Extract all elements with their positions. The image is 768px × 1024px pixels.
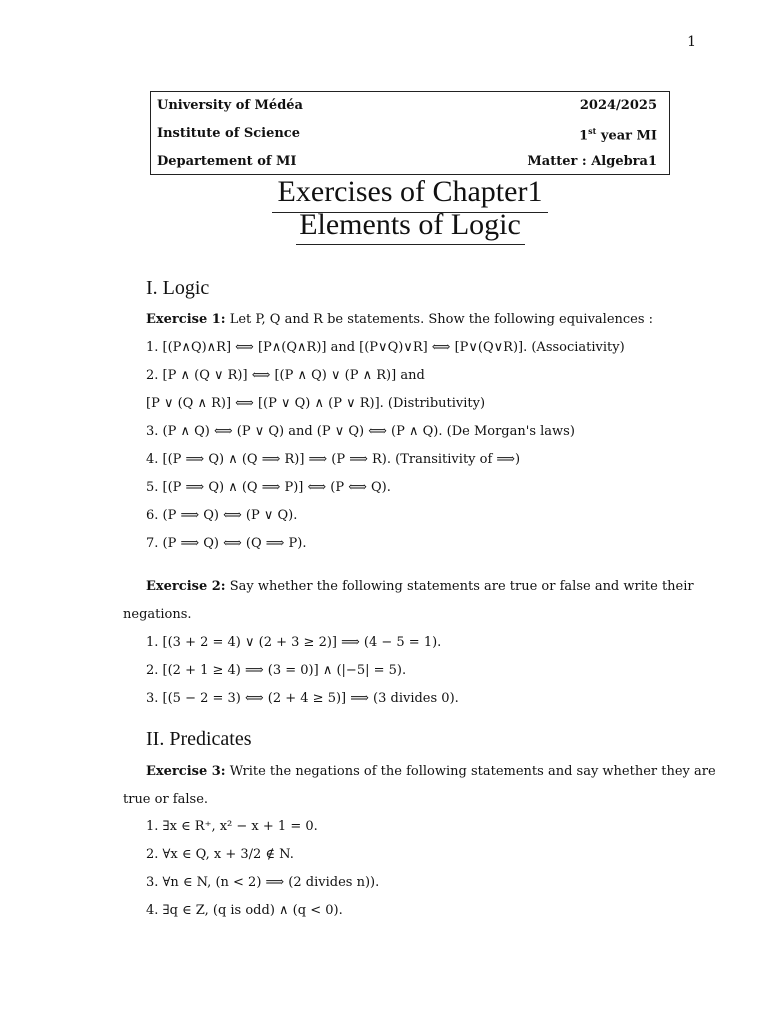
exercise-2-item-3: 3. [(5 − 2 = 3) ⟺ (2 + 4 ≥ 5)] ⟹ (3 divides 0). [146, 691, 459, 706]
header-row-1 [157, 98, 657, 118]
exercise-1-item-5: 5. [(P ⟹ Q) ∧ (Q ⟹ P)] ⟺ (P ⟺ Q). [146, 480, 391, 495]
title-line-2: Elements of Logic [299, 208, 521, 241]
exercise-3-intro [146, 764, 716, 779]
course-header-box [150, 91, 670, 175]
title-underline-2 [296, 244, 525, 245]
exercise-1-item-6: 6. (P ⟹ Q) ⟺ (P ∨ Q). [146, 508, 298, 523]
header-row-2 [157, 126, 657, 146]
university-name: University of Médéa [157, 98, 303, 113]
exercise-3-item-2: 2. ∀x ∈ Q, x + 3/2 ∉ N. [146, 847, 294, 862]
section-heading-predicates: II. Predicates [146, 728, 252, 750]
institute-name: Institute of Science [157, 126, 300, 141]
exercise-1-text: Let P, Q and R be statements. Show the following equivalences : [229, 312, 654, 327]
department-name: Departement of MI [157, 154, 297, 169]
study-level-number: 1 [579, 128, 589, 144]
exercise-3-item-1: 1. ∃x ∈ R⁺, x² − x + 1 = 0. [146, 819, 318, 834]
exercise-1-item-2: 2. [P ∧ (Q ∨ R)] ⟺ [(P ∧ Q) ∨ (P ∧ R)] and [146, 368, 425, 383]
exercise-2-intro [146, 579, 694, 594]
exercise-1-intro [146, 312, 653, 327]
exercise-2-item-2: 2. [(2 + 1 ≥ 4) ⟹ (3 = 0)] ∧ (|−5| = 5). [146, 663, 407, 678]
exercise-1-item-4: 4. [(P ⟹ Q) ∧ (Q ⟹ R)] ⟹ (P ⟹ R). (Transitivity of ⟹) [146, 452, 521, 467]
study-level-rest: year MI [596, 128, 657, 144]
exercise-1-item-1: 1. [(P∧Q)∧R] ⟺ [P∧(Q∧R)] and [(P∨Q)∨R] ⟺ [P∨(Q∨R)]. (Associativity) [146, 340, 625, 355]
matter-name: Matter : Algebra1 [527, 154, 657, 169]
exercise-3-label: Exercise 3: [146, 764, 226, 779]
exercise-2-intro-cont: negations. [123, 607, 192, 622]
academic-year: 2024/2025 [579, 98, 657, 113]
page-number: 1 [687, 34, 696, 50]
exercise-2-label: Exercise 2: [146, 579, 226, 594]
exercise-1-item-2-cont: [P ∨ (Q ∧ R)] ⟺ [(P ∨ Q) ∧ (P ∨ R)]. (Distributivity) [146, 396, 486, 411]
header-row-3 [157, 154, 657, 174]
exercise-3-item-4: 4. ∃q ∈ Z, (q is odd) ∧ (q < 0). [146, 903, 343, 918]
exercise-1-item-3: 3. (P ∧ Q) ⟺ (P ∨ Q) and (P ∨ Q) ⟺ (P ∧ Q). (De Morgan's laws) [146, 424, 575, 439]
exercise-3-text: Write the negations of the following statements and say whether they are [229, 764, 716, 779]
exercise-3-intro-cont: true or false. [123, 792, 209, 807]
section-heading-logic: I. Logic [146, 277, 210, 299]
study-level-sup: st [588, 126, 597, 136]
exercise-3-item-3: 3. ∀n ∈ N, (n < 2) ⟹ (2 divides n)). [146, 875, 380, 890]
exercise-1-label: Exercise 1: [146, 312, 226, 327]
exercise-1-item-7: 7. (P ⟹ Q) ⟺ (Q ⟹ P). [146, 536, 307, 551]
exercise-2-item-1: 1. [(3 + 2 = 4) ∨ (2 + 3 ≥ 2)] ⟹ (4 − 5 = 1). [146, 635, 442, 650]
title-line-1: Exercises of Chapter1 [277, 175, 543, 208]
study-level [579, 126, 657, 143]
exercise-2-text: Say whether the following statements are true or false and write their [229, 579, 694, 594]
